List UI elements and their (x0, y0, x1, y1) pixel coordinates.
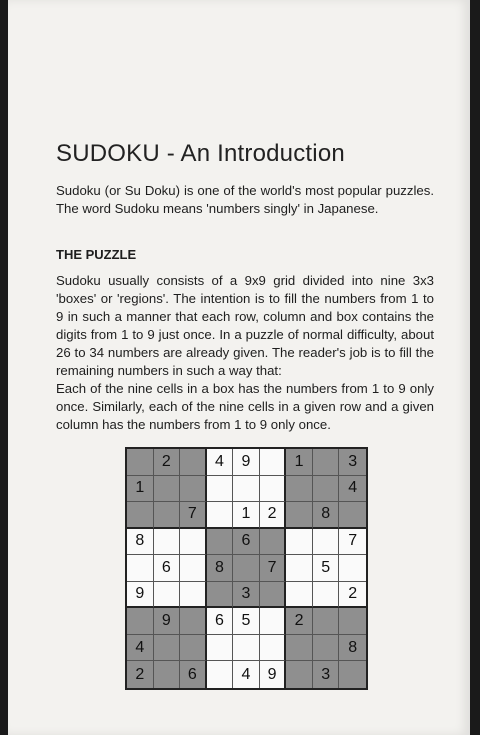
sudoku-cell (313, 635, 340, 662)
book-page (8, 0, 470, 735)
sudoku-cell (127, 608, 154, 635)
sudoku-cell (260, 635, 287, 662)
sudoku-cell (313, 608, 340, 635)
sudoku-cell (180, 582, 207, 609)
sudoku-cell (154, 582, 181, 609)
sudoku-cell (286, 476, 313, 503)
sudoku-cell: 6 (233, 529, 260, 556)
sudoku-cell: 4 (339, 476, 366, 503)
sudoku-cell: 6 (154, 555, 181, 582)
sudoku-cell (260, 449, 287, 476)
sudoku-cell (207, 502, 234, 529)
sudoku-cell (180, 635, 207, 662)
sudoku-cell (286, 582, 313, 609)
sudoku-cell (286, 502, 313, 529)
sudoku-cell: 4 (127, 635, 154, 662)
sudoku-cell (180, 529, 207, 556)
sudoku-cell (207, 529, 234, 556)
sudoku-cell (260, 476, 287, 503)
rules-paragraph: Each of the nine cells in a box has the numbers from 1 to 9 only once. Similarly, each of the nine cells in a given row and a given column has the numbers from 1 to 9 only once. (56, 381, 434, 432)
sudoku-cell (339, 555, 366, 582)
sudoku-cell: 2 (127, 661, 154, 688)
sudoku-cell: 8 (339, 635, 366, 662)
sudoku-cell: 3 (233, 582, 260, 609)
sudoku-cell: 1 (233, 502, 260, 529)
sudoku-cell (154, 661, 181, 688)
sudoku-cell (207, 582, 234, 609)
sudoku-cell (154, 529, 181, 556)
sudoku-cell: 9 (127, 582, 154, 609)
section-heading: THE PUZZLE (56, 247, 137, 262)
sudoku-cell: 5 (233, 608, 260, 635)
sudoku-cell: 2 (260, 502, 287, 529)
sudoku-cell: 2 (286, 608, 313, 635)
sudoku-cell (339, 661, 366, 688)
sudoku-cell (313, 529, 340, 556)
puzzle-description-paragraph: Sudoku usually consists of a 9x9 grid divided into nine 3x3 'boxes' or 'regions'. The intention is to fill the numbers from 1 to 9 in such a manner that each row, column and box contains the digits from 1 to 9 just once. In a puzzle of normal difficulty, about 26 to 34 numbers are already given. The reader's job is to fill the remaining numbers in such a way that: (56, 273, 434, 378)
sudoku-cell: 9 (260, 661, 287, 688)
sudoku-cell (207, 635, 234, 662)
sudoku-cell: 2 (339, 582, 366, 609)
sudoku-cell (286, 661, 313, 688)
sudoku-cell (180, 476, 207, 503)
sudoku-cell: 7 (180, 502, 207, 529)
sudoku-cell (127, 502, 154, 529)
sudoku-cell (339, 608, 366, 635)
sudoku-cell (286, 635, 313, 662)
sudoku-cell: 4 (233, 661, 260, 688)
sudoku-cell: 1 (127, 476, 154, 503)
sudoku-cell: 9 (233, 449, 260, 476)
sudoku-cell: 8 (313, 502, 340, 529)
sudoku-cell (260, 608, 287, 635)
sudoku-cell: 6 (207, 608, 234, 635)
sudoku-cell (127, 449, 154, 476)
sudoku-cell: 9 (154, 608, 181, 635)
sudoku-cell (154, 502, 181, 529)
sudoku-cell (154, 476, 181, 503)
sudoku-cell: 6 (180, 661, 207, 688)
sudoku-grid (125, 447, 368, 690)
sudoku-cell: 3 (313, 661, 340, 688)
sudoku-cell (180, 449, 207, 476)
sudoku-cell (207, 476, 234, 503)
sudoku-cell: 5 (313, 555, 340, 582)
sudoku-cell (286, 555, 313, 582)
sudoku-cell (233, 555, 260, 582)
sudoku-cell: 7 (260, 555, 287, 582)
sudoku-cell (154, 635, 181, 662)
sudoku-cell (180, 555, 207, 582)
sudoku-cell: 2 (154, 449, 181, 476)
sudoku-cell (260, 529, 287, 556)
sudoku-cell (233, 635, 260, 662)
sudoku-cell (313, 449, 340, 476)
sudoku-cell (233, 476, 260, 503)
page-title: SUDOKU - An Introduction (56, 140, 345, 167)
sudoku-cell: 1 (286, 449, 313, 476)
sudoku-cell (207, 661, 234, 688)
sudoku-cell (313, 582, 340, 609)
sudoku-cell (260, 582, 287, 609)
sudoku-cell (180, 608, 207, 635)
sudoku-cell: 8 (127, 529, 154, 556)
intro-paragraph: Sudoku (or Su Doku) is one of the world's most popular puzzles. The word Sudoku means 'numbers singly' in Japanese. (56, 183, 434, 216)
sudoku-cell (127, 555, 154, 582)
sudoku-cell: 7 (339, 529, 366, 556)
sudoku-cell (339, 502, 366, 529)
sudoku-cell (313, 476, 340, 503)
sudoku-cell: 3 (339, 449, 366, 476)
sudoku-cell: 4 (207, 449, 234, 476)
sudoku-cell: 8 (207, 555, 234, 582)
sudoku-cell (286, 529, 313, 556)
